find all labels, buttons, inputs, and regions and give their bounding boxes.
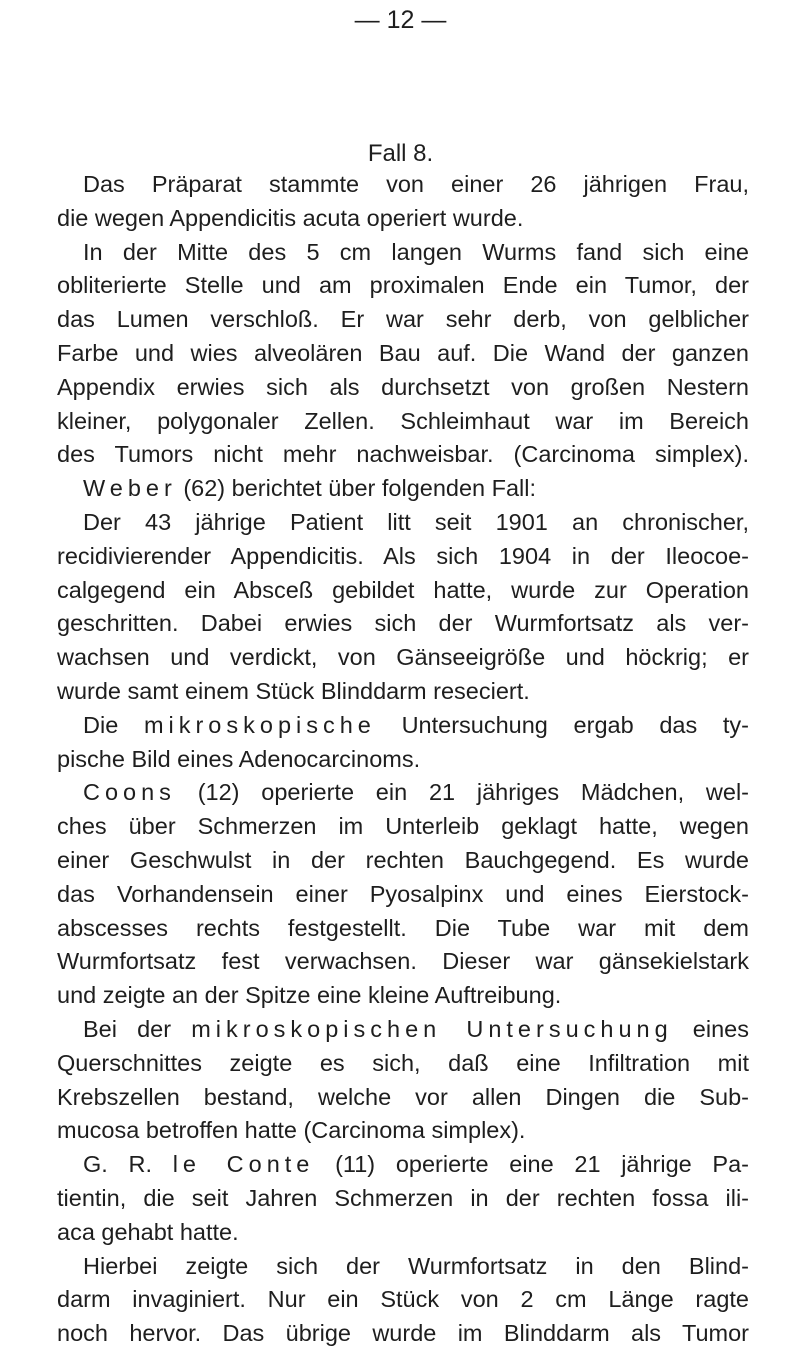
text-line — [57, 1250, 749, 1284]
text-line — [57, 878, 749, 912]
text-segment: (12) operierte ein 21 jähriges Mädchen, wel- — [175, 779, 749, 806]
text-segment: Hierbei zeigte sich der Wurmfortsatz in den Blind- — [83, 1252, 749, 1279]
text-segment: das Lumen verschloß. Er war sehr derb, von gelblicher — [57, 306, 749, 333]
spaced-emphasis: le Conte — [172, 1151, 315, 1178]
text-segment: Querschnittes zeigte es sich, daß eine Infiltration mit — [57, 1049, 749, 1076]
text-segment: Untersuchung ergab das ty- — [375, 711, 749, 738]
text-segment: abscesses rechts festgestellt. Die Tube war mit dem — [57, 914, 749, 941]
text-segment: darm invaginiert. Nur ein Stück von 2 cm Länge ragte — [57, 1286, 749, 1313]
text-segment: Bei der — [83, 1015, 192, 1042]
text-segment: G. R. — [83, 1151, 173, 1178]
text-segment: aca gehabt hatte. — [57, 1218, 239, 1245]
page-number: — 12 — — [354, 6, 447, 34]
text-segment: ches über Schmerzen im Unterleib geklagt hatte, wegen — [57, 813, 749, 840]
spaced-emphasis: Weber — [83, 475, 177, 502]
text-segment: recidivierender Appendicitis. Als sich 1904 in der Ileocoe- — [57, 542, 749, 569]
text-segment: tientin, die seit Jahren Schmerzen in der rechten fossa ili- — [57, 1184, 749, 1211]
text-segment: wachsen und verdickt, von Gänseeigröße und höckrig; er — [57, 644, 749, 671]
text-segment: obliterierte Stelle und am proximalen Ende ein Tumor, der — [57, 272, 749, 299]
text-segment: noch hervor. Das übrige wurde im Blinddarm als Tumor — [57, 1320, 749, 1347]
text-segment: eines — [672, 1015, 749, 1042]
text-line — [57, 844, 749, 878]
body-text — [57, 168, 749, 1351]
text-line — [57, 675, 749, 709]
text-segment: (11) operierte eine 21 jährige Pa- — [314, 1151, 750, 1178]
text-line — [57, 472, 749, 506]
text-line — [57, 979, 749, 1013]
text-line — [57, 405, 749, 439]
text-line — [57, 1182, 749, 1216]
spaced-emphasis: mikroskopischen Untersuchung — [191, 1015, 673, 1042]
text-segment: Das Präparat stammte von einer 26 jährigen Frau, — [83, 171, 749, 197]
text-segment: kleiner, polygonaler Zellen. Schleimhaut war im Bereich — [57, 407, 749, 434]
section-title: Fall 8. — [367, 140, 434, 167]
text-line — [57, 236, 749, 270]
text-line — [57, 709, 749, 743]
text-segment: Wurmfortsatz fest verwachsen. Dieser war gänsekielstark — [57, 948, 749, 975]
text-segment: einer Geschwulst in der rechten Bauchgegend. Es wurde — [57, 846, 749, 873]
text-line — [57, 1047, 749, 1081]
spaced-emphasis: Coons — [83, 779, 176, 806]
text-segment: das Vorhandensein einer Pyosalpinx und eines Eierstock- — [57, 880, 749, 907]
text-segment: Farbe und wies alveolären Bau auf. Die Wand der ganzen — [57, 339, 749, 366]
text-line — [57, 202, 749, 236]
text-line — [57, 168, 749, 202]
text-line — [57, 1216, 749, 1250]
text-line — [57, 540, 749, 574]
text-line — [57, 1283, 749, 1317]
text-line — [57, 337, 749, 371]
text-line — [57, 1317, 749, 1351]
text-segment: Die — [83, 711, 144, 738]
text-segment: Appendix erwies sich als durchsetzt von großen Nestern — [57, 373, 749, 400]
text-line — [57, 1114, 749, 1148]
text-line — [57, 303, 749, 337]
text-line — [57, 1148, 749, 1182]
text-line — [57, 269, 749, 303]
text-segment: wurde samt einem Stück Blinddarm reseciert. — [57, 677, 530, 704]
text-line — [57, 574, 749, 608]
text-line — [57, 1013, 749, 1047]
text-segment: Der 43 jährige Patient litt seit 1901 an chronischer, — [83, 508, 749, 535]
spaced-emphasis: mikroskopische — [143, 711, 376, 738]
text-segment: calgegend ein Absceß gebildet hatte, wurde zur Operation — [57, 576, 749, 603]
text-line — [57, 641, 749, 675]
text-line — [57, 776, 749, 810]
text-line — [57, 371, 749, 405]
text-segment: mucosa betroffen hatte (Carcinoma simplex). — [57, 1117, 526, 1144]
text-segment: und zeigte an der Spitze eine kleine Auftreibung. — [57, 982, 562, 1009]
text-segment: des Tumors nicht mehr nachweisbar. (Carcinoma simplex). — [57, 441, 749, 468]
text-line — [57, 607, 749, 641]
text-segment: Krebszellen bestand, welche vor allen Dingen die Sub- — [57, 1083, 749, 1110]
text-segment: (62) berichtet über folgenden Fall: — [176, 475, 537, 502]
text-segment: geschritten. Dabei erwies sich der Wurmfortsatz als ver- — [57, 610, 749, 637]
text-segment: In der Mitte des 5 cm langen Wurms fand sich eine — [83, 238, 749, 265]
text-segment: die wegen Appendicitis acuta operiert wurde. — [57, 204, 524, 231]
text-line — [57, 810, 749, 844]
text-line — [57, 912, 749, 946]
text-segment: pische Bild eines Adenocarcinoms. — [57, 745, 421, 772]
text-line — [57, 1081, 749, 1115]
text-line — [57, 945, 749, 979]
text-line — [57, 506, 749, 540]
text-line — [57, 743, 749, 777]
text-line — [57, 438, 749, 472]
